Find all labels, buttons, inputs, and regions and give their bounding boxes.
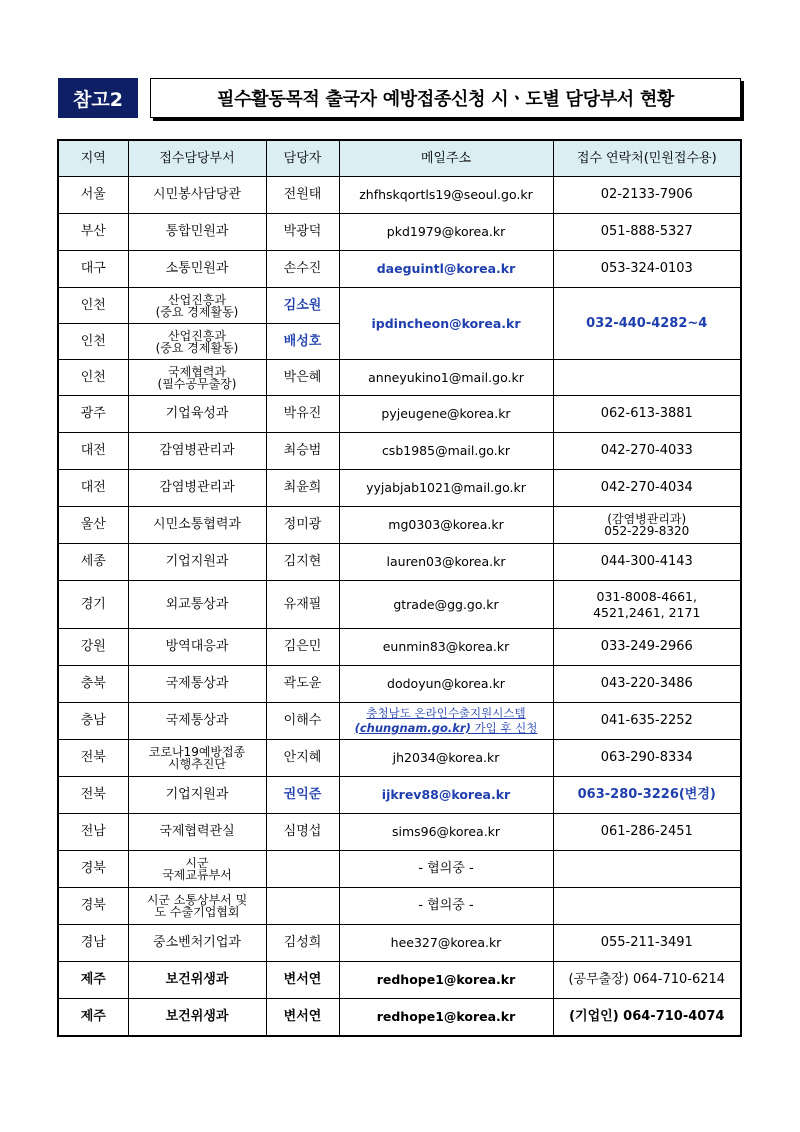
dept-cell: 기업지원과 <box>128 544 266 581</box>
phone-cell: 044-300-4143 <box>553 544 741 581</box>
region-cell: 세종 <box>58 544 128 581</box>
phone-cell: 042-270-4033 <box>553 433 741 470</box>
table-row <box>58 666 741 703</box>
dept-cell: 기업육성과 <box>128 396 266 433</box>
phone-cell: 063-290-8334 <box>553 740 741 777</box>
table-row <box>58 396 741 433</box>
email-cell[interactable]: redhope1@korea.kr <box>339 962 553 999</box>
dept-cell <box>128 360 266 396</box>
phone-cell <box>553 360 741 396</box>
person-cell: 이해수 <box>266 703 339 740</box>
region-cell: 전남 <box>58 814 128 851</box>
table-row <box>58 740 741 777</box>
email-cell[interactable]: dodoyun@korea.kr <box>339 666 553 703</box>
email-cell[interactable]: zhfhskqortls19@seoul.go.kr <box>339 177 553 214</box>
dept-line: 시군 소통상부서 및 <box>146 893 248 907</box>
email-cell[interactable]: pkd1979@korea.kr <box>339 214 553 251</box>
dept-cell: 감염병관리과 <box>128 433 266 470</box>
header-email: 메일주소 <box>339 140 553 177</box>
dept-cell <box>128 324 266 360</box>
email-cell[interactable]: hee327@korea.kr <box>339 925 553 962</box>
dept-cell: 기업지원과 <box>128 777 266 814</box>
email-cell[interactable]: csb1985@mail.go.kr <box>339 433 553 470</box>
table-row <box>58 360 741 396</box>
email-cell[interactable]: ijkrev88@korea.kr <box>339 777 553 814</box>
header-region: 지역 <box>58 140 128 177</box>
email-cell[interactable]: sims96@korea.kr <box>339 814 553 851</box>
person-cell: 박은혜 <box>266 360 339 396</box>
dept-cell: 보건위생과 <box>128 962 266 999</box>
email-cell[interactable]: daeguintl@korea.kr <box>339 251 553 288</box>
table-row <box>58 703 741 740</box>
dept-line: 시군 <box>185 856 209 870</box>
signup-link[interactable] <box>342 721 551 736</box>
email-cell[interactable] <box>339 703 553 740</box>
phone-line: 031-8008-4661, <box>596 588 697 604</box>
person-cell: 김소원 <box>266 288 339 324</box>
dept-cell: 소통민원과 <box>128 251 266 288</box>
phone-line: 4521,2461, 2171 <box>593 604 701 620</box>
table-header-row <box>58 140 741 177</box>
phone-cell <box>553 851 741 888</box>
dept-cell: 방역대응과 <box>128 629 266 666</box>
system-link[interactable]: 충청남도 온라인수출지원시스템 <box>366 706 526 720</box>
dept-cell <box>128 851 266 888</box>
dept-line: (중요 경제활동) <box>155 304 239 319</box>
table-row <box>58 581 741 629</box>
phone-line: (감염병관리과) <box>607 512 687 526</box>
region-cell: 인천 <box>58 360 128 396</box>
phone-cell: 055-211-3491 <box>553 925 741 962</box>
person-cell: 권익준 <box>266 777 339 814</box>
email-cell[interactable]: mg0303@korea.kr <box>339 507 553 544</box>
email-cell[interactable]: gtrade@gg.go.kr <box>339 581 553 629</box>
dept-cell: 국제통상과 <box>128 666 266 703</box>
phone-cell <box>553 507 741 544</box>
email-cell[interactable]: ipdincheon@korea.kr <box>339 288 553 360</box>
dept-cell: 국제통상과 <box>128 703 266 740</box>
dept-line: 코로나19예방접종 <box>148 745 246 759</box>
department-table <box>57 139 742 1037</box>
email-cell[interactable]: jh2034@korea.kr <box>339 740 553 777</box>
dept-line: 국제교류부서 <box>162 868 232 882</box>
email-cell[interactable]: eunmin83@korea.kr <box>339 629 553 666</box>
phone-cell: 053-324-0103 <box>553 251 741 288</box>
dept-line: 도 수출기업협회 <box>154 905 240 919</box>
region-cell: 전북 <box>58 740 128 777</box>
person-cell <box>266 888 339 925</box>
region-cell: 부산 <box>58 214 128 251</box>
email-cell[interactable]: anneyukino1@mail.go.kr <box>339 360 553 396</box>
phone-cell: 063-280-3226(변경) <box>553 777 741 814</box>
phone-cell: 062-613-3881 <box>553 396 741 433</box>
dept-cell: 시민봉사담당관 <box>128 177 266 214</box>
region-cell: 광주 <box>58 396 128 433</box>
phone-cell: (기업인) 064-710-4074 <box>553 999 741 1037</box>
dept-line: 시행추진단 <box>168 757 226 771</box>
signup-text: 가입 후 신청 <box>470 721 538 735</box>
table-row <box>58 999 741 1037</box>
dept-line: 국제협력과 <box>168 364 226 379</box>
person-cell: 손수진 <box>266 251 339 288</box>
table-row <box>58 507 741 544</box>
dept-cell: 감염병관리과 <box>128 470 266 507</box>
person-cell: 김지현 <box>266 544 339 581</box>
person-cell: 김성희 <box>266 925 339 962</box>
email-cell[interactable]: redhope1@korea.kr <box>339 999 553 1037</box>
region-cell: 경남 <box>58 925 128 962</box>
region-cell: 경북 <box>58 888 128 925</box>
person-cell: 전원태 <box>266 177 339 214</box>
dept-cell: 외교통상과 <box>128 581 266 629</box>
dept-cell <box>128 888 266 925</box>
region-cell: 경북 <box>58 851 128 888</box>
table-row <box>58 962 741 999</box>
region-cell: 충남 <box>58 703 128 740</box>
phone-cell: 02-2133-7906 <box>553 177 741 214</box>
phone-cell: (공무출장) 064-710-6214 <box>553 962 741 999</box>
dept-cell: 시민소통협력과 <box>128 507 266 544</box>
email-cell: - 협의중 - <box>339 888 553 925</box>
table-row <box>58 814 741 851</box>
dept-cell <box>128 740 266 777</box>
header-dept: 접수담당부서 <box>128 140 266 177</box>
table-row <box>58 470 741 507</box>
table-row <box>58 251 741 288</box>
domain-text: (chungnam.go.kr) <box>354 721 471 735</box>
region-cell: 대구 <box>58 251 128 288</box>
person-cell: 박유진 <box>266 396 339 433</box>
region-cell: 제주 <box>58 999 128 1037</box>
person-cell: 최승범 <box>266 433 339 470</box>
person-cell: 배성호 <box>266 324 339 360</box>
region-cell: 충북 <box>58 666 128 703</box>
table-row <box>58 851 741 888</box>
person-cell: 심명섭 <box>266 814 339 851</box>
phone-cell <box>553 888 741 925</box>
person-cell: 정미광 <box>266 507 339 544</box>
table-row <box>58 288 741 324</box>
person-cell: 변서연 <box>266 962 339 999</box>
phone-cell <box>553 581 741 629</box>
table-row <box>58 925 741 962</box>
dept-line: 산업진흥과 <box>168 328 226 343</box>
region-cell: 강원 <box>58 629 128 666</box>
person-cell: 유재필 <box>266 581 339 629</box>
person-cell: 곽도윤 <box>266 666 339 703</box>
phone-cell: 043-220-3486 <box>553 666 741 703</box>
table-row <box>58 214 741 251</box>
phone-cell: 032-440-4282~4 <box>553 288 741 360</box>
email-cell[interactable]: lauren03@korea.kr <box>339 544 553 581</box>
table-row <box>58 777 741 814</box>
email-cell[interactable]: yyjabjab1021@mail.go.kr <box>339 470 553 507</box>
phone-cell: 061-286-2451 <box>553 814 741 851</box>
person-cell: 최윤희 <box>266 470 339 507</box>
header-phone: 접수 연락처(민원접수용) <box>553 140 741 177</box>
table-row <box>58 544 741 581</box>
person-cell: 김은민 <box>266 629 339 666</box>
phone-cell: 042-270-4034 <box>553 470 741 507</box>
dept-line: 산업진흥과 <box>168 292 226 307</box>
region-cell: 울산 <box>58 507 128 544</box>
region-cell: 제주 <box>58 962 128 999</box>
person-cell: 안지혜 <box>266 740 339 777</box>
header-person: 담당자 <box>266 140 339 177</box>
region-cell: 경기 <box>58 581 128 629</box>
person-cell <box>266 851 339 888</box>
region-cell: 인천 <box>58 324 128 360</box>
dept-cell: 통합민원과 <box>128 214 266 251</box>
dept-cell: 국제협력관실 <box>128 814 266 851</box>
dept-cell: 중소벤처기업과 <box>128 925 266 962</box>
region-cell: 대전 <box>58 433 128 470</box>
table-row <box>58 629 741 666</box>
page-title: 필수활동목적 출국자 예방접종신청 시ㆍ도별 담당부서 현황 <box>150 78 741 118</box>
reference-badge: 참고2 <box>58 78 138 118</box>
region-cell: 전북 <box>58 777 128 814</box>
phone-line: 052-229-8320 <box>604 524 690 538</box>
dept-line: (중요 경제활동) <box>155 340 239 355</box>
person-cell: 변서연 <box>266 999 339 1037</box>
table-row <box>58 433 741 470</box>
email-cell: - 협의중 - <box>339 851 553 888</box>
dept-cell <box>128 288 266 324</box>
region-cell: 서울 <box>58 177 128 214</box>
region-cell: 대전 <box>58 470 128 507</box>
phone-cell: 033-249-2966 <box>553 629 741 666</box>
dept-line: (필수공무출장) <box>157 376 237 391</box>
table-row <box>58 177 741 214</box>
dept-cell: 보건위생과 <box>128 999 266 1037</box>
table-row <box>58 888 741 925</box>
email-cell[interactable]: pyjeugene@korea.kr <box>339 396 553 433</box>
region-cell: 인천 <box>58 288 128 324</box>
phone-cell: 041-635-2252 <box>553 703 741 740</box>
phone-cell: 051-888-5327 <box>553 214 741 251</box>
person-cell: 박광덕 <box>266 214 339 251</box>
